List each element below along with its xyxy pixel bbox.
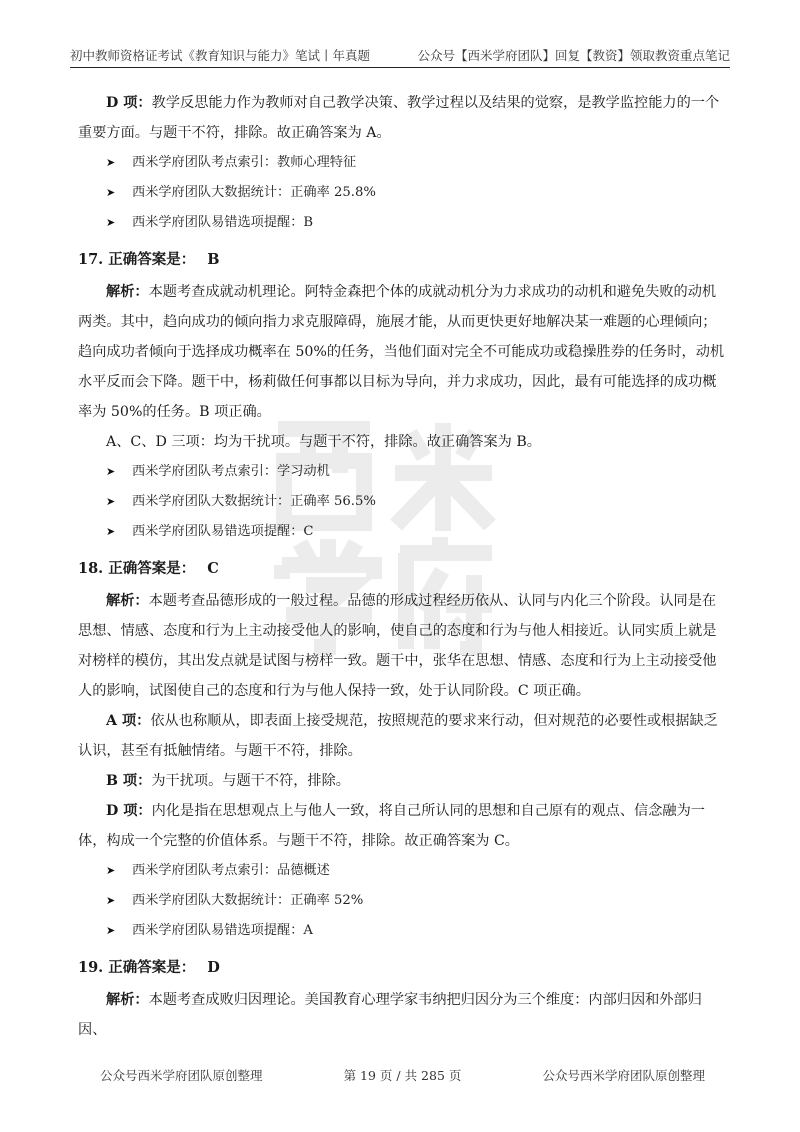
bullet-item [78, 178, 725, 208]
question-number: 18. 正确答案是： [78, 560, 196, 577]
analysis-text: 本题考查成就动机理论。阿特金森把个体的成就动机分为力求成功的动机和避免失败的动机两类。其中，趋向成功的倾向指力求克服障碍，施展才能，从而更快更好地解决某一难题的心理倾向；趋向成功者倾向于选择成功概率在 50%的任务，当他们面对完全不可能成功或稳操胜券的任务时，动机水平反而会下降。题干中，杨莉做任何事都以目标为导向，并力求成功，因此，最有可能选择的成功概率为 50%的任务。B 项正确。 [78, 284, 725, 420]
arrow-bullet-icon: ➤ [106, 186, 116, 199]
correct-answer: D [207, 959, 220, 976]
bullet-text: 西米学府团队易错选项提醒：C [132, 524, 314, 539]
analysis-label: 解析： [106, 992, 149, 1008]
question-18-heading [78, 554, 725, 584]
option-label: D 项： [106, 95, 152, 111]
bullet-text: 西米学府团队考点索引：学习动机 [132, 464, 330, 479]
footer-left: 公众号西米学府团队原创整理 [100, 1068, 263, 1083]
question-number: 17. 正确答案是： [78, 251, 196, 268]
q18-option-d [78, 796, 725, 856]
bullet-text: 西米学府团队考点索引：教师心理特征 [132, 155, 357, 170]
arrow-bullet-icon: ➤ [106, 495, 116, 508]
page-number: 第 19 页 / 共 285 页 [343, 1068, 462, 1083]
bullet-item [78, 457, 725, 487]
option-text: 教学反思能力作为教师对自己教学决策、教学过程以及结果的觉察，是教学监控能力的一个重要方面。与题干不符，排除。故正确答案为 A。 [78, 95, 720, 141]
arrow-bullet-icon: ➤ [106, 216, 116, 229]
bullet-item [78, 856, 725, 886]
question-17-heading [78, 245, 725, 275]
page-header [70, 42, 730, 68]
option-text: 依从也称顺从，即表面上接受规范，按照规范的要求来行动，但对规范的必要性或根据缺乏认识，甚至有抵触情绪。与题干不符，排除。 [78, 713, 718, 759]
option-label: B 项： [106, 773, 152, 789]
analysis-text: 本题考查成败归因理论。美国教育心理学家韦纳把归因分为三个维度：内部归因和外部归因、 [78, 992, 702, 1038]
header-right: 公众号【西米学府团队】回复【教资】领取教资重点笔记 [417, 48, 730, 63]
arrow-bullet-icon: ➤ [106, 894, 116, 907]
bullet-text: 西米学府团队易错选项提醒：A [132, 923, 313, 938]
footer-right: 公众号西米学府团队原创整理 [542, 1068, 705, 1083]
question-number: 19. 正确答案是： [78, 959, 196, 976]
option-text: 内化是指在思想观点上与他人一致，将自己所认同的思想和自己原有的观点、信念融为一体，构成一个完整的价值体系。与题干不符，排除。故正确答案为 C。 [78, 803, 705, 849]
bullet-item [78, 208, 725, 238]
q18-option-a [78, 706, 725, 766]
answer-content [78, 88, 725, 1045]
bullet-text: 西米学府团队大数据统计：正确率 56.5% [132, 494, 376, 509]
analysis-label: 解析： [106, 284, 149, 300]
bullet-item [78, 886, 725, 916]
bullet-text: 西米学府团队易错选项提醒：B [132, 215, 314, 230]
question-19-heading [78, 953, 725, 983]
header-left: 初中教师资格证考试《教育知识与能力》笔试丨年真题 [70, 48, 371, 63]
q18-option-b [78, 766, 725, 796]
arrow-bullet-icon: ➤ [106, 156, 116, 169]
bullet-text: 西米学府团队考点索引：品德概述 [132, 863, 330, 878]
page-footer [100, 1066, 705, 1084]
analysis-text: 本题考查品德形成的一般过程。品德的形成过程经历依从、认同与内化三个阶段。认同是在思想、情感、态度和行为上主动接受他人的影响，使自己的态度和行为与他人相接近。认同实质上就是对榜样的模仿，其出发点就是试图与榜样一致。题干中，张华在思想、情感、态度和行为上主动接受他人的影响，试图使自己的态度和行为与他人保持一致，处于认同阶段。C 项正确。 [78, 593, 717, 699]
option-label: A 项： [106, 713, 151, 729]
bullet-item [78, 517, 725, 547]
analysis-label: 解析： [106, 593, 149, 609]
bullet-text: 西米学府团队大数据统计：正确率 25.8% [132, 185, 376, 200]
correct-answer: B [207, 251, 220, 268]
arrow-bullet-icon: ➤ [106, 864, 116, 877]
correct-answer: C [207, 560, 219, 577]
q19-analysis [78, 985, 725, 1045]
q17-analysis [78, 277, 725, 427]
arrow-bullet-icon: ➤ [106, 525, 116, 538]
bullet-item [78, 487, 725, 517]
option-text: 为干扰项。与题干不符，排除。 [151, 773, 350, 789]
prev-option-d [78, 88, 725, 148]
arrow-bullet-icon: ➤ [106, 924, 116, 937]
option-label: D 项： [106, 803, 152, 819]
bullet-item [78, 148, 725, 178]
option-text: A、C、D 三项：均为干扰项。与题干不符，排除。故正确答案为 B。 [106, 434, 541, 450]
arrow-bullet-icon: ➤ [106, 465, 116, 478]
q18-analysis [78, 586, 725, 706]
q17-options-acd [78, 427, 725, 457]
bullet-item [78, 916, 725, 946]
bullet-text: 西米学府团队大数据统计：正确率 52% [132, 893, 364, 908]
